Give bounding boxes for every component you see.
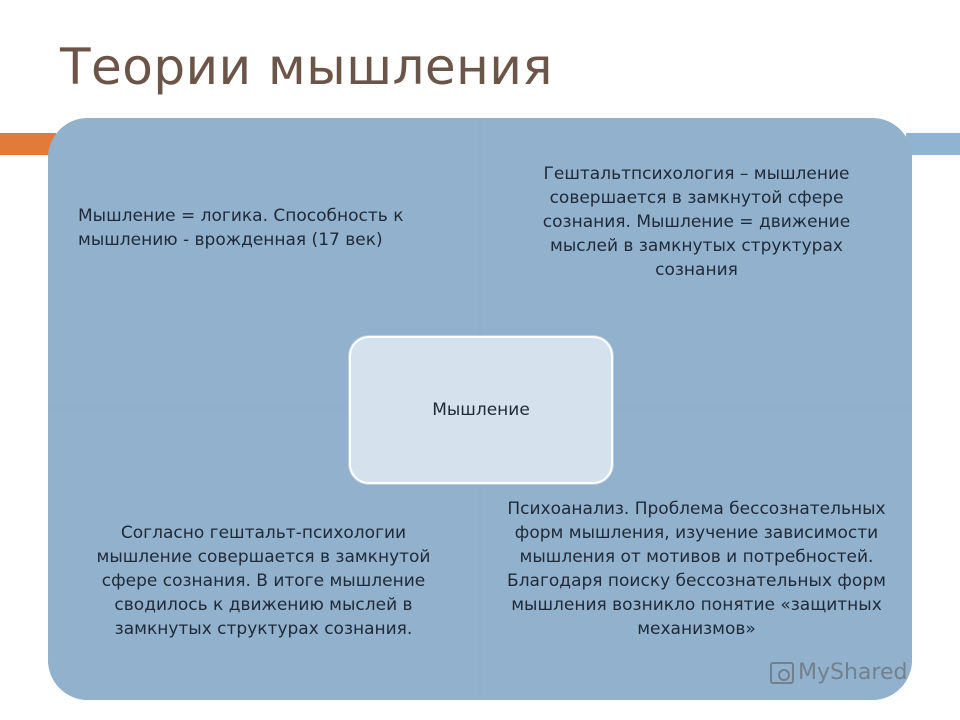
watermark — [770, 660, 907, 685]
slide-title: Теории мышления — [60, 38, 553, 96]
quadrant-top-left-text: Мышление = логика. Способность к мышлению - врожденная (17 век) — [78, 206, 404, 250]
center-node-label: Мышление — [432, 400, 530, 420]
center-node — [349, 336, 613, 484]
accent-bar-right — [906, 133, 960, 155]
myshared-logo-icon — [770, 662, 794, 684]
watermark-text: MyShared — [798, 660, 908, 685]
quadrant-bottom-left-text: Согласно гештальт-психологии мышление совершается в замкнутой сфере сознания. В итоге мышление сводилось к движению мыслей в замкнутых структурах сознания. — [96, 523, 431, 639]
quadrant-top-right-text: Гештальтпсихология – мышление совершается в замкнутой сфере сознания. Мышление = движение мыслей в замкнутых структурах сознания — [542, 164, 851, 280]
quadrant-bottom-right-text: Психоанализ. Проблема бессознательных форм мышления, изучение зависимости мышления от мотивов и потребностей. Благодаря поиску бессознательных форм мышления возникло понятие «защитных механизмов» — [507, 499, 886, 639]
